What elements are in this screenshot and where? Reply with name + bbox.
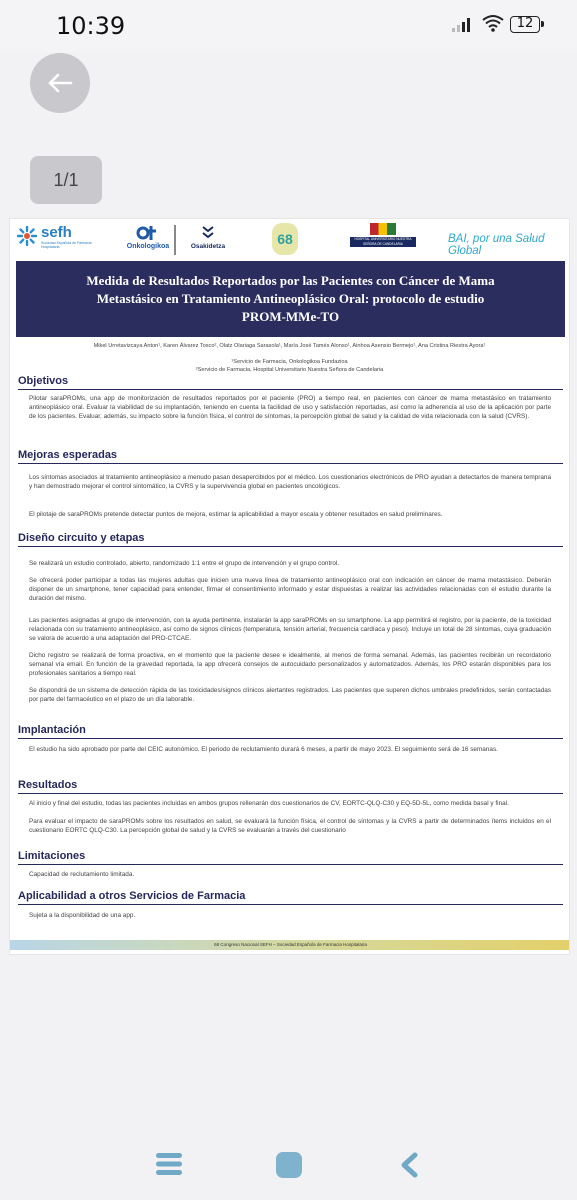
affiliation: ²Servicio de Farmacia, Hospital Universitario Nuestra Señora de Candelaria — [195, 367, 384, 373]
candelaria-subtitle: HOSPITAL UNIVERSITARIO NUESTRA SEÑORA DE CANDELARIA — [350, 237, 416, 247]
sefh-name: sefh — [41, 224, 72, 241]
section-divider — [18, 463, 563, 464]
battery-icon — [510, 16, 540, 33]
osakidetza-logo — [180, 225, 236, 250]
signal-icon — [452, 18, 470, 32]
section-heading-objetivos: Objetivos — [18, 375, 69, 387]
section-divider — [18, 864, 563, 865]
logo-divider — [174, 225, 176, 255]
clock: 10:39 — [56, 12, 126, 40]
bai-logo: BAI, por una Salud Global — [448, 233, 545, 257]
status-bar — [0, 0, 577, 52]
authors: Mikel Urretavizcaya Anton¹, Karen Álvarez Tosco², Olatz Olariaga Sarasola¹, María José Tamés Alonso¹, Ainhoa Asensio Bermejo¹, Ana Cristina Riestra Ayora¹ — [93, 343, 486, 349]
paragraph: Dicho registro se realizará de forma proactiva, en el momento que la paciente desee e idealmente, al menos de forma semanal. Además, las pacientes recibirán un recordatorio semanal vía email. En función de la gravedad reportada, la app ofrecerá consejos de autocuidado personalizados y automatizados. Además, los PRO estarán disponibles para los profesionales sanitarios a tiempo real. — [29, 652, 551, 677]
poster-footer: 68 Congreso Nacional SEFH – Sociedad Española de Farmacia Hospitalaria — [10, 940, 570, 950]
logo-strip — [10, 219, 569, 261]
sefh-mark-icon — [16, 225, 38, 247]
title-line: PROM-MMe-TO — [241, 309, 340, 324]
section-heading-limitaciones: Limitaciones — [18, 850, 86, 862]
congress-68-logo: 68 — [272, 223, 298, 255]
section-heading-mejoras: Mejoras esperadas — [18, 449, 118, 461]
onkologikoa-mark-icon — [136, 225, 160, 241]
onkologikoa-name: Onkologikoa — [126, 243, 170, 250]
paragraph: Se ofrecerá poder participar a todas las mujeres adultas que inicien una nueva línea de tratamiento antineoplásico oral con indicación en cáncer de mama metastásico. Deberán disponer de un smartphone, tener capacidad para entender, firmar el consentimiento informado y estar dispuestas a realizar las actividades relacionadas con el estudio durante la duración del mismo. — [29, 577, 551, 602]
section-divider — [18, 738, 563, 739]
system-nav-bar — [0, 1130, 577, 1200]
paragraph: Las pacientes asignadas al grupo de intervención, con la ayuda pertinente, instalarán la app saraPROMs en su smartphone. La app permitirá el registro, por la paciente, de la toxicidad relacionada con su tratamiento antineoplásico, así como de signos clínicos (temperatura, tensión arterial, frecuencia cardíaca y peso). Incluye un total de 28 síntomas, cuya graduación se valora de acuerdo a una adaptación del PRO-CTCAE. — [29, 617, 551, 642]
paragraph: El pilotaje de saraPROMs pretende detectar puntos de mejora, estimar la aplicabilidad a mayor escala y obtener resultados en salud preliminares. — [29, 511, 443, 518]
paragraph: Para evaluar el impacto de saraPROMs sobre los resultados en salud, se evaluará la función física, el control de síntomas y la CVRS a partir de determinados ítems incluidos en el cuestionario EORTC QLQ-C30. La percepción global de salud y la CVRS se evaluarán a través del cuestionario — [29, 818, 551, 834]
wifi-icon — [482, 14, 504, 32]
title-line: Metastásico en Tratamiento Antineoplásico Oral: protocolo de estudio — [96, 291, 485, 306]
sefh-logo — [16, 225, 96, 249]
back-arrow-icon — [47, 72, 73, 94]
paragraph: Se realizará un estudio controlado, abierto, randomizado 1:1 entre el grupo de intervención y el grupo control. — [29, 560, 340, 567]
onkologikoa-logo — [118, 225, 178, 250]
battery-level: 12 — [516, 16, 534, 31]
osakidetza-name: Osakidetza — [190, 243, 226, 250]
candelaria-logo — [348, 223, 418, 247]
title-line: Medida de Resultados Reportados por las Pacientes con Cáncer de Mama — [86, 273, 495, 288]
paragraph: Al inicio y final del estudio, todas las pacientes incluidas en ambos grupos rellenarán dos cuestionarios de CV, EORTC-QLQ-C30 y EQ-5D-5L, como medida basal y final. — [29, 800, 509, 807]
poster-title — [16, 261, 565, 337]
section-divider — [18, 546, 563, 547]
paragraph: Se dispondrá de un sistema de detección rápida de las toxicidades/signos clínicos alertantes registrados. Las pacientes que superen dichos umbrales predefinidos, serán contactadas por parte del farmacéutico en el plazo de un día laborable. — [29, 687, 551, 703]
paragraph: El estudio ha sido aprobado por parte del CEIC autonómico. El periodo de reclutamiento durará 6 meses, a partir de mayo 2023. El seguimiento será de 16 semanas. — [29, 746, 498, 753]
paragraph: Los síntomas asociados al tratamiento antineoplásico a menudo pasan desapercibidos por el médico. Los cuestionarios electrónicos de PRO ayudan a detectarlos de manera temprana y han demostrado mejorar el control sintomático, la CVRS y la supervivencia global en pacientes oncológicos. — [29, 474, 551, 490]
home-icon[interactable] — [274, 1150, 304, 1180]
page-indicator: 1/1 — [30, 156, 102, 204]
section-heading-resultados: Resultados — [18, 779, 78, 791]
sefh-subtitle: Sociedad Española de Farmacia Hospitalaria — [41, 241, 92, 249]
back-button[interactable] — [30, 53, 90, 113]
document-page — [9, 218, 570, 955]
section-heading-implantacion: Implantación — [18, 724, 86, 736]
recent-apps-icon[interactable] — [154, 1150, 184, 1178]
section-heading-diseno: Diseño circuito y etapas — [18, 532, 145, 544]
candelaria-mark-icon — [370, 223, 396, 235]
osakidetza-mark-icon — [200, 225, 216, 241]
affiliation: ¹Servicio de Farmacia, Onkologikoa Fundazioa — [231, 359, 348, 365]
section-heading-aplicabilidad: Aplicabilidad a otros Servicios de Farmacia — [18, 890, 246, 902]
paragraph: Sujeta a la disponibilidad de una app. — [29, 912, 136, 919]
section-divider — [18, 904, 563, 905]
paragraph: Pilotar saraPROMs, una app de monitorización de resultados reportados por el paciente (PRO) a tiempo real, en pacientes con cáncer de mama metastásico en tratamiento antineoplásico oral. Evaluar la viabilidad de su implantación, teniendo en cuenta la facilidad de uso y satisfacción reportadas, así como la adherencia al uso de la aplicación por parte de los pacientes. Evaluar, además, su impacto sobre la función física, el control de síntomas, la percepción global de salud y la calidad de vida relacionada con la salud (CVRS). — [29, 395, 551, 420]
paragraph: Capacidad de reclutamiento limitada. — [29, 871, 135, 878]
back-nav-icon[interactable] — [398, 1152, 420, 1178]
section-divider — [18, 793, 563, 794]
section-divider — [18, 389, 563, 390]
